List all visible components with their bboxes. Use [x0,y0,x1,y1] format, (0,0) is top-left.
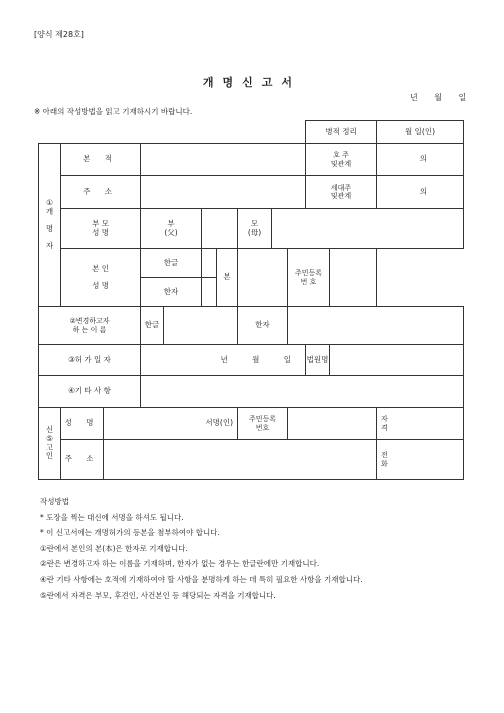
reporter-qualification-label: 자 격 [381,415,388,432]
reporter-address-label: 주 소 [61,440,104,480]
clan-origin-field[interactable] [238,249,288,307]
reporter-address-field[interactable] [104,440,377,480]
registry-label: 병적 정리 [306,121,377,144]
reporter-qualification-field[interactable] [377,408,464,440]
permit-date-field[interactable]: 년 월 일 [141,345,306,376]
applicant-name-label: 본 인 성 명 [61,249,141,307]
resident-number-label: 주민등록 번 호 [288,249,330,307]
parents-name-label: 부 모 성 명 [61,209,141,249]
form-title: 개명신고서 [202,76,302,89]
other-matters-field[interactable] [141,376,464,408]
household-head-field[interactable]: 의 [377,176,464,209]
applicant-section-label: ① 개 명 자 [39,144,61,307]
name-hangul-label: 한글 [141,249,202,278]
reporter-resident-number-label: 주민등록 번호 [238,408,288,440]
court-name-label: 법원명 [306,345,330,376]
instruction-item: ⑤란에서 자격은 부모, 후견인, 사건본인 등 해당되는 자격을 기재합니다. [40,590,276,600]
household-head-label: 세대주 및관계 [306,176,377,209]
address-field[interactable] [141,176,306,209]
instruction-note: ※ 아래의 작성방법을 읽고 기재하시기 바랍니다. [34,107,193,116]
clan-origin-label: 본 [217,249,238,307]
name-hanja-field[interactable] [202,278,217,307]
reporter-resident-number-field[interactable] [288,408,377,440]
instructions-section [40,494,363,603]
registry-date: 월 일(인) [377,121,464,144]
new-name-hanja-field[interactable] [288,307,464,345]
address-label: 주 소 [61,176,141,209]
submission-date: 년 월 일 [410,93,467,102]
instruction-item: ④란 기타 사항에는 호적에 기재하여야 할 사항을 분명하게 하는 데 특히 필요한 사항을 기재합니다. [40,574,363,584]
new-name-label: ②변경하고자 하 는 이 름 [39,307,141,345]
form-number: [양식 제28호] [34,30,84,39]
reporter-phone-field[interactable] [377,440,464,480]
new-name-hanja-label: 한자 [238,307,288,345]
family-head-field[interactable]: 의 [377,144,464,176]
domicile-label: 본 적 [61,144,141,176]
reporter-name-label: 성 명 [61,408,104,440]
name-change-form-table [38,120,464,480]
instruction-item: * 이 신고서에는 개명허가의 등본을 첨부하여야 합니다. [40,528,220,538]
resident-number-field[interactable] [330,249,377,307]
father-label: 부 (父) [141,209,202,249]
new-name-hangul-field[interactable] [164,307,238,345]
other-matters-label: ④기 타 사 항 [39,376,141,408]
court-name-field[interactable] [330,345,464,376]
father-name-field[interactable] [202,209,238,249]
instruction-item: ②란은 변경하고자 하는 이름을 기재하며, 한자가 없는 경우는 한글란에만 기재합니다. [40,559,320,569]
name-hangul-field[interactable] [202,249,217,278]
mother-name-field[interactable] [272,209,464,249]
family-head-label: 호 주 및관계 [306,144,377,176]
domicile-field[interactable] [141,144,306,176]
name-hanja-label: 한자 [141,278,202,307]
reporter-phone-label: 전 화 [381,451,388,468]
instruction-item: * 도장을 찍는 대신에 서명을 하셔도 됩니다. [40,512,184,522]
reporter-signature-field[interactable]: 서명(인) [104,408,238,440]
instructions-heading: 작성방법 [40,497,69,506]
mother-label: 모 (母) [238,209,272,249]
permit-date-label: ③허 가 일 자 [39,345,141,376]
new-name-hangul-label: 한글 [141,307,164,345]
instruction-item: ①란에서 본인의 본(本)은 한자로 기재합니다. [40,543,188,553]
reporter-section-label: 신 ⑤ 고 인 [39,408,61,480]
